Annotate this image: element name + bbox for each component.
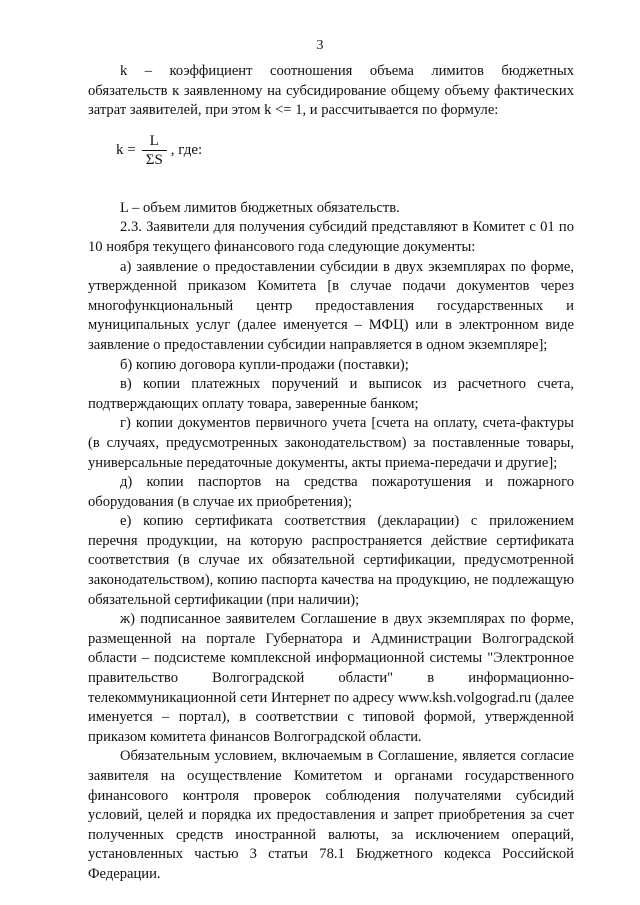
document-body [88,62,574,885]
list-item-e: е) копию сертификата соответствия (декларации) с приложением перечня продукции, на которую распространяется действие сертификата соответствия (в случае их обязательной сертификации, предусмотренной законодательством), копию паспорта качества на продукцию, не подлежащую обязательной сертификации (при наличии); [88,513,574,608]
list-item-d: д) копии паспортов на средства пожаротушения и пожарного оборудования (в случае их приобретения); [88,474,574,510]
list-item-zh: ж) подписанное заявителем Соглашение в двух экземплярах по форме, размещенной на портале Губернатора и Администрации Волгоградской области – подсистеме комплексной информационной системы "Электронное правительство Волгоградской области" в информационно-телекоммуникационной сети Интернет по адресу www.ksh.volgograd.ru (далее именуется – портал), в соответствии с типовой формой, утвержденной приказом комитета финансов Волгоградской области. [88,611,574,745]
formula-numerator: L [142,133,167,151]
list-item-b: б) копию договора купли-продажи (поставки); [120,356,409,373]
formula-denominator: ΣS [145,151,163,168]
formula-fraction [142,133,167,169]
list-item-g: г) копии документов первичного учета [счета на оплату, счета-фактуры (в случаях, предусмотренных законодательством) за поставленные товары, универсальные передаточные документы, акты приема-передачи и другие]; [88,415,574,471]
formula [116,133,574,169]
page-number: 3 [316,38,324,53]
formula-lhs: k = [116,141,136,158]
limits-definition: L – объем лимитов бюджетных обязательств. [120,199,400,216]
coefficient-definition: k – коэффициент соотношения объема лимитов бюджетных обязательств к заявленному на субсидирование общему объему фактических затрат заявителей, при этом k <= 1, и рассчитывается по формуле: [88,63,574,119]
list-item-v: в) копии платежных поручений и выписок из расчетного счета, подтверждающих оплату товара, заверенные банком; [88,376,574,412]
formula-suffix: , где: [170,141,203,158]
list-item-a: а) заявление о предоставлении субсидии в двух экземплярах по форме, утвержденной приказом Комитета [в случае подачи документов через многофункциональный центр предоставления государственных и муниципальных услуг (далее именуется – МФЦ) или в электронном виде заявление о предоставлении субсидии направляется в одном экземпляре]; [88,258,574,353]
mandatory-condition-paragraph: Обязательным условием, включаемым в Соглашение, является согласие заявителя на осуществление Комитетом и органами государственного финансового контроля проверок соблюдения получателями субсидий условий, целей и порядка их предоставления и запрет приобретения за счет полученных средств иностранной валюты, за исключением операций, установленных частью 3 статьи 78.1 Бюджетного кодекса Российской Федерации. [88,748,574,882]
section-2-3-paragraph: 2.3. Заявители для получения субсидий представляют в Комитет с 01 по 10 ноября текущего финансового года следующие документы: [88,219,574,255]
